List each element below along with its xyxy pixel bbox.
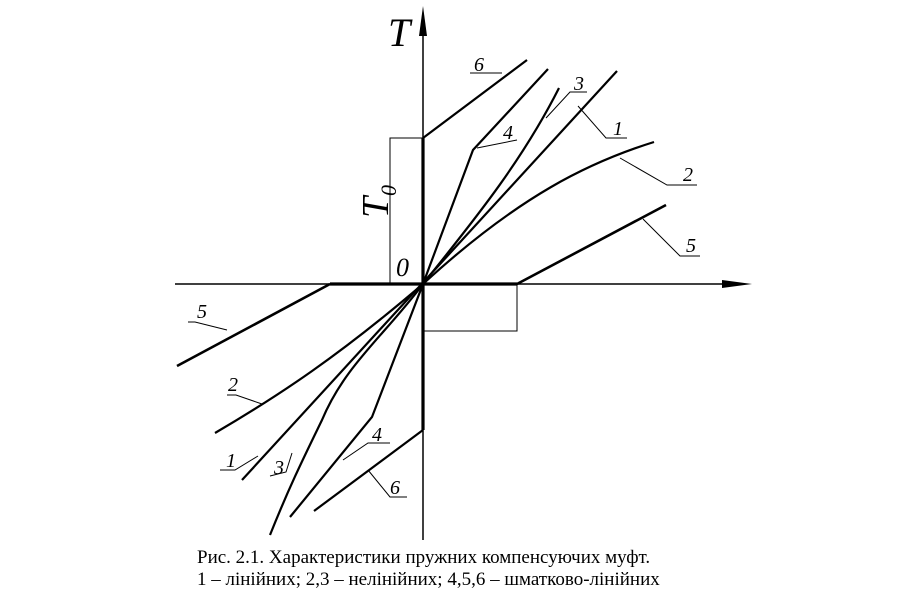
label-curve-6-lower: 6 [390,477,400,499]
svg-text:T: T [355,196,397,218]
curve-2 [215,142,654,433]
label-curve-1: 1 [613,118,623,140]
label-curve-5: 5 [686,235,696,257]
label-curve-3: 3 [574,73,584,95]
origin-label: 0 [396,253,409,282]
label-curve-2-lower: 2 [228,374,238,396]
label-curve-1-lower: 1 [226,450,236,472]
curve-5-upper [517,205,666,284]
leader-3 [546,92,587,118]
svg-text:0: 0 [376,185,401,196]
label-curve-4-lower: 4 [372,424,382,446]
y-axis-arrow [419,6,427,36]
axis-label-t: T [388,10,411,55]
label-curve-5-lower: 5 [197,301,207,323]
curve-5-lower [177,284,330,366]
label-curve-6: 6 [474,54,484,76]
figure-caption-legend: 1 – лінійних; 2,3 – нелінійних; 4,5,6 – шматково-лінійних [197,569,660,590]
t0-label [355,185,401,218]
leader-4b [343,443,390,460]
figure-caption-title: Рис. 2.1. Характеристики пружних компенсуючих муфт. [197,547,651,568]
x-axis-arrow [722,280,752,288]
t0-box-lower [423,284,517,331]
leader-5b [188,322,227,330]
leader-6b [368,470,407,497]
leader-2b [227,395,262,404]
curve-3 [270,88,559,535]
label-curve-4: 4 [503,122,513,144]
label-curve-3-lower: 3 [274,457,284,479]
label-curve-2: 2 [683,164,693,186]
